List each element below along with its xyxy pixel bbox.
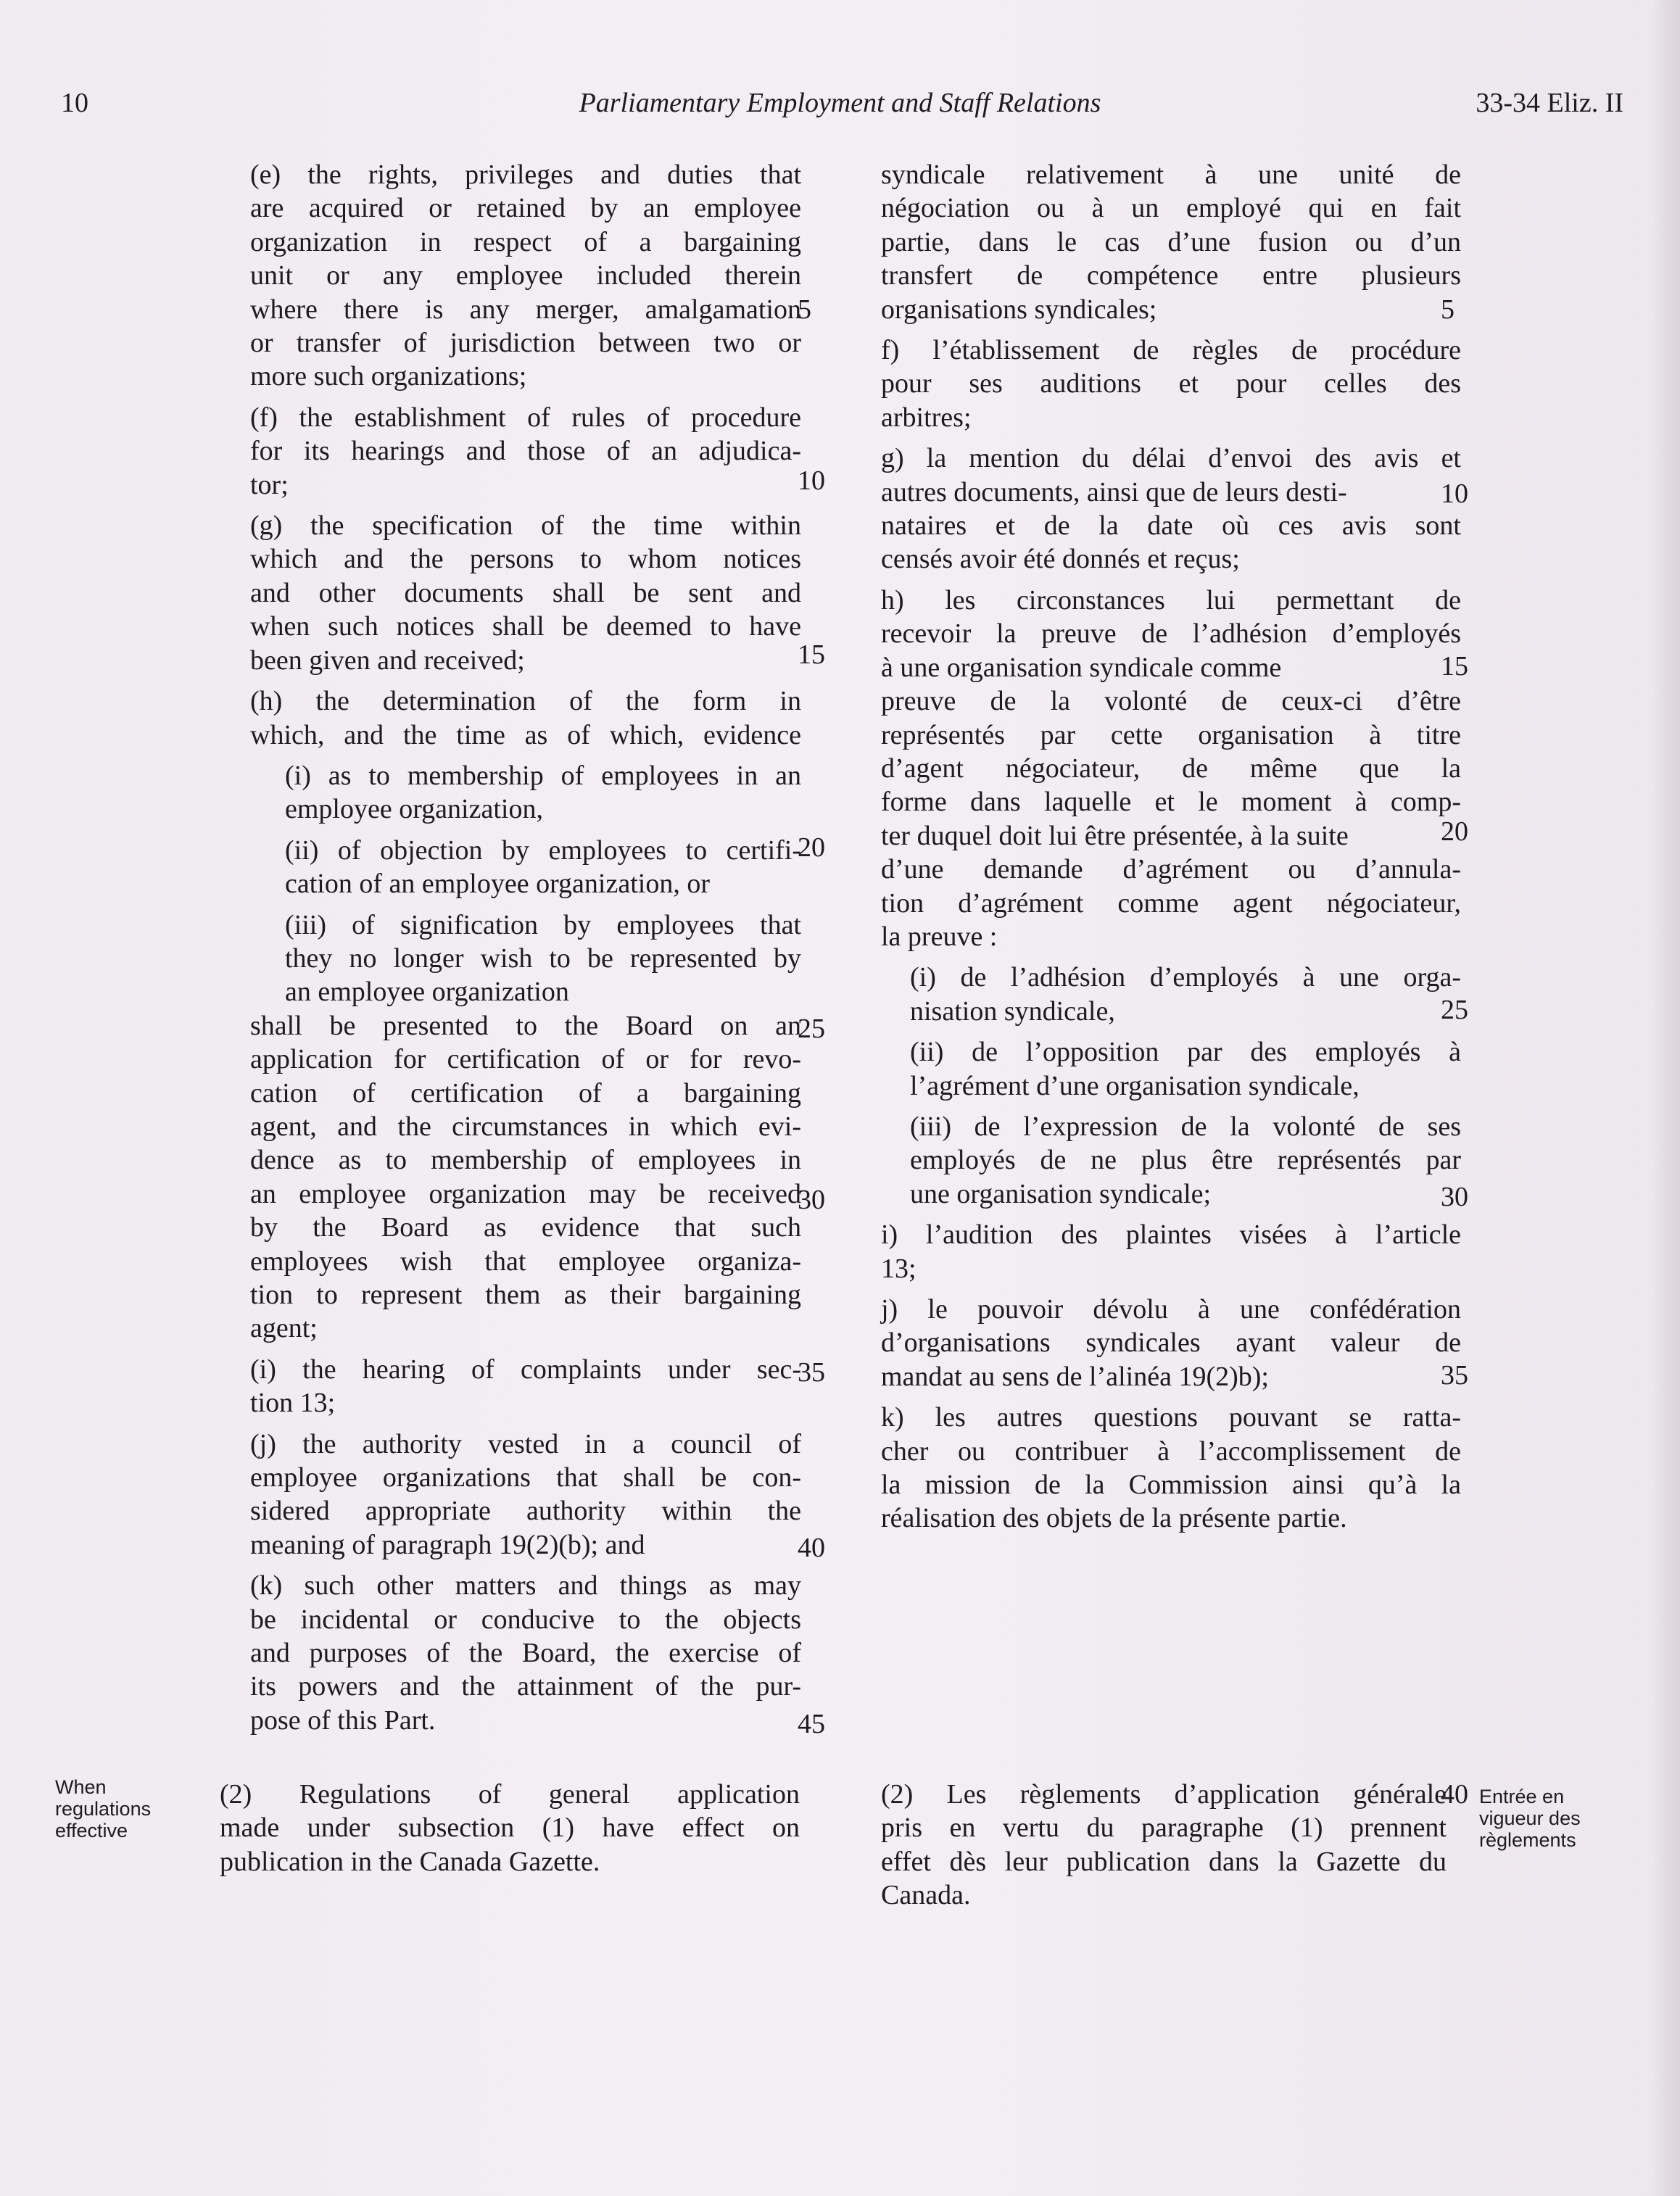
text-line: l’agrément d’une organisation syndicale,: [910, 1070, 1360, 1101]
text-line: cation of certification of a bargaining: [250, 1077, 801, 1109]
text-line: mandat au sens de l’alinéa 19(2)b);: [881, 1361, 1269, 1392]
text-line: d’une demande d’agrément ou d’annula-: [881, 854, 1461, 885]
text-line: d’agent négociateur, de même que la: [881, 753, 1461, 784]
text-line: 13;: [881, 1253, 916, 1284]
english-column: [250, 158, 801, 1737]
text-line: application for certification of or for revo-: [250, 1044, 801, 1075]
line-number: 40: [798, 1533, 825, 1563]
page-number: 10: [61, 88, 88, 118]
french-column: [881, 158, 1461, 1536]
text-line: unit or any employee included therein: [250, 260, 801, 291]
line-number: 35: [798, 1357, 825, 1388]
text-line: dence as to membership of employees in: [250, 1145, 801, 1176]
text-line: be incidental or conducive to the objects: [250, 1604, 801, 1635]
text-line: transfert de compétence entre plusieurs: [881, 260, 1461, 291]
text-line: g) la mention du délai d’envoi des avis et: [881, 443, 1461, 474]
margin-note-english: When regulations effective: [55, 1776, 152, 1841]
text-line: and purposes of the Board, the exercise of: [250, 1638, 801, 1669]
line-number: 40: [1441, 1779, 1468, 1810]
text-line: la mission de la Commission ainsi qu’à la: [881, 1470, 1461, 1501]
line-number: 25: [798, 1014, 825, 1044]
text-line: agent, and the circumstances in which evi-: [250, 1111, 801, 1142]
line-number: 20: [798, 832, 825, 863]
text-line: employee organization,: [285, 794, 543, 825]
margin-note-french: Entrée en vigueur des règlements: [1479, 1786, 1581, 1851]
text-line: (k) such other matters and things as may: [250, 1570, 801, 1602]
text-line: made under subsection (1) have effect on: [220, 1812, 800, 1844]
line-number: 15: [1441, 651, 1468, 681]
text-line: for its hearings and those of an adjudica-: [250, 436, 801, 467]
text-line: meaning of paragraph 19(2)(b); and: [250, 1529, 645, 1560]
text-line: more such organizations;: [250, 361, 527, 392]
line-number: 5: [1441, 294, 1455, 325]
text-line: employees wish that employee organiza-: [250, 1246, 801, 1277]
text-line: (j) the authority vested in a council of: [250, 1428, 801, 1459]
text-line: (iii) de l’expression de la volonté de ses: [910, 1111, 1461, 1142]
text-line: employés de ne plus être représentés par: [910, 1145, 1461, 1176]
text-line: nataires et de la date où ces avis sont: [881, 510, 1461, 542]
text-line: partie, dans le cas d’une fusion ou d’un: [881, 226, 1461, 257]
line-number: 35: [1441, 1360, 1468, 1391]
text-line: organization in respect of a bargaining: [250, 226, 801, 257]
text-line: (i) as to membership of employees in an: [285, 760, 801, 791]
text-line: by the Board as evidence that such: [250, 1212, 801, 1243]
text-line: arbitres;: [881, 402, 972, 433]
text-line: been given and received;: [250, 645, 525, 676]
page-edge-shadow: [1651, 0, 1680, 2196]
text-line: when such notices shall be deemed to have: [250, 611, 801, 642]
text-line: employee organizations that shall be con-: [250, 1462, 801, 1493]
text-line: j) le pouvoir dévolu à une confédération: [881, 1294, 1461, 1325]
line-number: 5: [798, 294, 811, 325]
text-line: where there is any merger, amalgamation: [250, 294, 801, 325]
text-line: an employee organization: [285, 977, 569, 1008]
line-number: 15: [798, 639, 825, 670]
text-line: (2) Regulations of general application: [220, 1779, 800, 1810]
regnal-year: 33-34 Eliz. II: [1476, 88, 1623, 118]
text-line: cher ou contribuer à l’accomplissement de: [881, 1435, 1461, 1467]
text-line: i) l’audition des plaintes visées à l’article: [881, 1219, 1461, 1251]
text-line: à une organisation syndicale comme: [881, 652, 1282, 683]
text-line: publication in the Canada Gazette.: [220, 1846, 600, 1877]
text-line: (h) the determination of the form in: [250, 686, 801, 717]
text-line: (g) the specification of the time within: [250, 510, 801, 542]
text-line: tion 13;: [250, 1388, 336, 1419]
text-line: nisation syndicale,: [910, 995, 1115, 1027]
text-line: which, and the time as of which, evidence: [250, 719, 801, 750]
text-line: agent;: [250, 1313, 318, 1344]
text-line: h) les circonstances lui permettant de: [881, 584, 1461, 616]
text-line: syndicale relativement à une unité de: [881, 159, 1461, 190]
text-line: sidered appropriate authority within the: [250, 1496, 801, 1527]
text-line: (iii) of signification by employees that: [285, 909, 801, 940]
line-number: 30: [798, 1185, 825, 1215]
running-title: Parliamentary Employment and Staff Relations: [579, 88, 1101, 118]
text-line: une organisation syndicale;: [910, 1178, 1212, 1209]
text-line: (ii) of objection by employees to certifi-: [285, 834, 801, 866]
text-line: réalisation des objets de la présente partie.: [881, 1503, 1347, 1534]
text-line: effet dès leur publication dans la Gazette du: [881, 1846, 1447, 1877]
text-line: ter duquel doit lui être présentée, à la suite: [881, 820, 1349, 851]
text-line: an employee organization may be received: [250, 1178, 801, 1209]
text-line: k) les autres questions pouvant se ratta-: [881, 1402, 1461, 1433]
line-number: 45: [798, 1709, 825, 1739]
line-number: 30: [1441, 1182, 1468, 1212]
text-line: organisations syndicales;: [881, 294, 1157, 325]
text-line: and other documents shall be sent and: [250, 577, 801, 608]
text-line: f) l’établissement de règles de procédure: [881, 335, 1461, 366]
text-line: (f) the establishment of rules of procedure: [250, 402, 801, 433]
text-line: which and the persons to whom notices: [250, 544, 801, 575]
subsection-2-english: [220, 1778, 800, 1878]
line-number: 25: [1441, 995, 1468, 1025]
text-line: (i) de l’adhésion d’employés à une orga-: [910, 962, 1461, 993]
text-line: (i) the hearing of complaints under sec-: [250, 1354, 801, 1385]
line-number: 20: [1441, 816, 1468, 847]
text-line: forme dans laquelle et le moment à comp-: [881, 787, 1461, 818]
line-number: 10: [1441, 478, 1468, 509]
text-line: d’organisations syndicales ayant valeur de: [881, 1327, 1461, 1359]
text-line: tor;: [250, 469, 289, 500]
text-line: autres documents, ainsi que de leurs desti-: [881, 476, 1347, 507]
text-line: its powers and the attainment of the pur-: [250, 1671, 801, 1702]
text-line: représentés par cette organisation à titre: [881, 719, 1461, 750]
text-line: (2) Les règlements d’application générale: [881, 1779, 1447, 1810]
text-line: la preuve :: [881, 921, 998, 952]
text-line: pris en vertu du paragraphe (1) prennent: [881, 1812, 1447, 1844]
text-line: shall be presented to the Board on an: [250, 1010, 801, 1041]
text-line: tion d’agrément comme agent négociateur,: [881, 887, 1461, 919]
text-line: Canada.: [881, 1880, 971, 1911]
text-line: (ii) de l’opposition par des employés à: [910, 1037, 1461, 1068]
text-line: pour ses auditions et pour celles des: [881, 368, 1461, 399]
text-line: preuve de la volonté de ceux-ci d’être: [881, 686, 1461, 717]
text-line: (e) the rights, privileges and duties that: [250, 159, 801, 190]
text-line: tion to represent them as their bargaining: [250, 1280, 801, 1310]
subsection-2-french: [881, 1778, 1447, 1913]
text-line: censés avoir été donnés et reçus;: [881, 544, 1240, 575]
text-line: or transfer of jurisdiction between two or: [250, 328, 801, 359]
text-line: recevoir la preuve de l’adhésion d’employés: [881, 618, 1461, 650]
text-line: they no longer wish to be represented by: [285, 942, 801, 974]
line-number: 10: [798, 465, 825, 496]
text-line: cation of an employee organization, or: [285, 869, 710, 900]
text-line: pose of this Part.: [250, 1704, 436, 1736]
text-line: are acquired or retained by an employee: [250, 193, 801, 224]
text-line: négociation ou à un employé qui en fait: [881, 193, 1461, 224]
